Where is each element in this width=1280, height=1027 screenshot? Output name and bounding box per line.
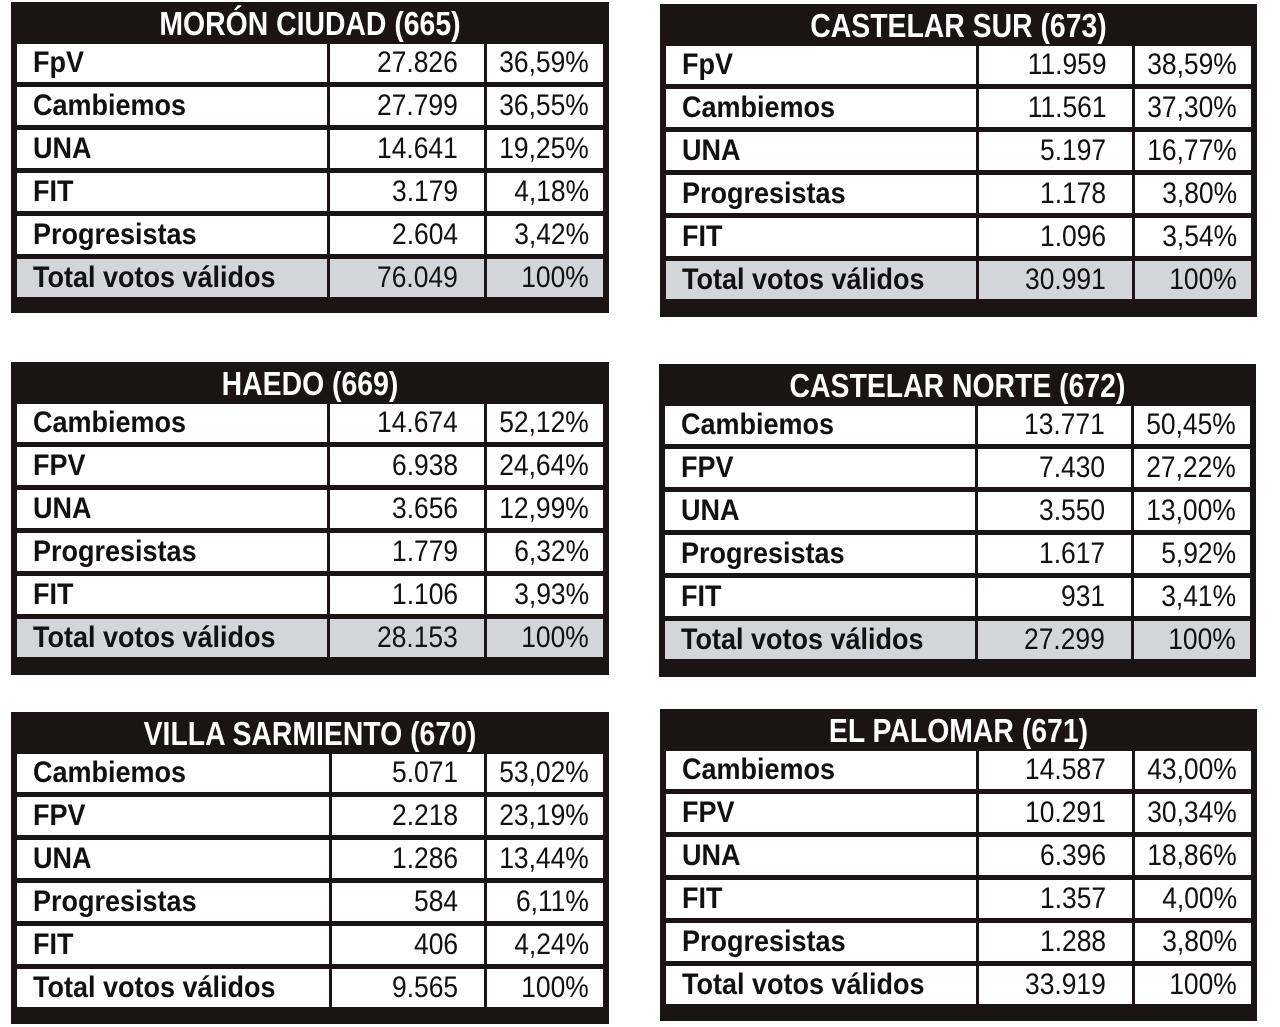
total-percent: 100% [521,971,589,1004]
table-row [666,218,1251,261]
vote-percent: 4,24% [514,928,589,961]
panel-title: VILLA SARMIENTO (670) [143,715,477,752]
total-label: Total votos válidos [682,263,925,296]
table-row [17,130,603,173]
party-name: Cambiemos [33,756,187,789]
vote-count: 1.106 [392,578,459,611]
total-percent: 100% [1169,968,1237,1001]
table-row [666,175,1251,218]
vote-count: 2.218 [392,799,459,832]
party-name: Cambiemos [33,89,187,122]
vote-percent: 3,41% [1161,580,1236,613]
vote-percent: 6,11% [516,885,589,918]
table-row [666,46,1251,89]
vote-count: 1.096 [1040,220,1107,253]
vote-count: 5.197 [1040,134,1107,167]
results-table [666,46,1251,299]
vote-percent: 5,92% [1161,537,1236,570]
party-name: Cambiemos [682,753,836,786]
vote-count: 1.178 [1040,177,1107,210]
vote-percent: 6,32% [514,535,589,568]
vote-count: 6.396 [1040,839,1107,872]
table-row [666,794,1251,837]
party-name: FIT [33,578,74,611]
vote-percent: 36,55% [499,89,589,122]
table-row [665,578,1250,621]
party-name: FIT [33,928,74,961]
results-table [17,44,603,297]
party-name: FpV [682,48,734,81]
table-row [17,754,603,797]
vote-count: 11.561 [1027,91,1107,124]
vote-percent: 23,19% [499,799,589,832]
total-row [17,619,603,657]
vote-percent: 3,93% [514,578,589,611]
table-row [17,44,603,87]
results-panel-castelar-sur [660,4,1257,317]
vote-percent: 4,00% [1162,882,1237,915]
total-label: Total votos válidos [33,621,276,654]
results-panel-el-palomar [660,709,1257,1021]
total-votes: 76.049 [377,261,459,294]
vote-percent: 19,25% [499,132,589,165]
table-row [17,797,603,840]
party-name: Cambiemos [681,408,835,441]
vote-percent: 52,12% [499,406,589,439]
vote-percent: 3,80% [1162,925,1237,958]
panel-title: CASTELAR SUR (673) [810,7,1107,44]
vote-count: 1.286 [392,842,459,875]
vote-percent: 13,44% [499,842,589,875]
table-row [666,923,1251,966]
vote-count: 11.959 [1027,48,1107,81]
vote-count: 1.779 [392,535,459,568]
table-row [665,406,1250,449]
vote-count: 7.430 [1039,451,1106,484]
total-votes: 30.991 [1025,263,1107,296]
vote-count: 13.771 [1024,408,1106,441]
results-panel-villa-sarmiento [11,712,609,1024]
party-name: Progresistas [33,535,197,568]
total-label: Total votos válidos [681,623,924,656]
vote-count: 5.071 [392,756,459,789]
vote-percent: 4,18% [514,175,589,208]
total-row [666,966,1251,1004]
total-label: Total votos válidos [33,261,276,294]
table-row [17,173,603,216]
table-row [666,89,1251,132]
vote-count: 6.938 [392,449,459,482]
vote-percent: 36,59% [499,46,589,79]
total-percent: 100% [1168,623,1236,656]
vote-count: 931 [1061,580,1106,613]
party-name: Progresistas [681,537,845,570]
party-name: UNA [33,132,92,165]
party-name: UNA [33,492,92,525]
total-label: Total votos válidos [682,968,925,1001]
vote-percent: 13,00% [1146,494,1236,527]
vote-count: 27.799 [377,89,459,122]
table-row [17,447,603,490]
total-label: Total votos válidos [33,971,276,1004]
vote-percent: 16,77% [1147,134,1237,167]
party-name: FpV [33,46,85,79]
panel-title: EL PALOMAR (671) [828,712,1089,749]
party-name: FIT [682,882,723,915]
table-row [17,404,603,447]
table-row [17,840,603,883]
vote-percent: 24,64% [499,449,589,482]
total-votes: 33.919 [1025,968,1107,1001]
party-name: UNA [682,134,741,167]
total-percent: 100% [521,621,589,654]
results-table [17,754,603,1007]
vote-percent: 3,54% [1162,220,1237,253]
vote-percent: 18,86% [1147,839,1237,872]
party-name: Progresistas [682,177,846,210]
vote-count: 584 [414,885,459,918]
vote-percent: 38,59% [1147,48,1237,81]
vote-percent: 27,22% [1146,451,1236,484]
total-votes: 27.299 [1024,623,1106,656]
total-votes: 9.565 [392,971,459,1004]
party-name: Progresistas [33,218,197,251]
vote-count: 1.288 [1040,925,1107,958]
panel-title: MORÓN CIUDAD (665) [159,5,461,42]
vote-percent: 3,42% [514,218,589,251]
total-percent: 100% [521,261,589,294]
total-row [17,969,603,1007]
results-panel-castelar-norte [659,364,1256,677]
results-table [666,751,1251,1004]
table-row [666,132,1251,175]
party-name: UNA [681,494,740,527]
table-row [17,883,603,926]
vote-percent: 37,30% [1147,91,1237,124]
party-name: Progresistas [33,885,197,918]
vote-percent: 12,99% [499,492,589,525]
vote-count: 14.674 [377,406,459,439]
party-name: FPV [33,449,86,482]
vote-count: 27.826 [377,46,459,79]
vote-count: 3.656 [392,492,459,525]
results-table [17,404,603,657]
party-name: FPV [33,799,86,832]
table-row [666,837,1251,880]
party-name: FPV [681,451,734,484]
party-name: FIT [681,580,722,613]
table-row [666,880,1251,923]
total-row [17,259,603,297]
vote-count: 1.617 [1039,537,1106,570]
party-name: UNA [682,839,741,872]
table-row [665,535,1250,578]
results-panel-moron-ciudad [11,2,609,313]
vote-count: 406 [414,928,459,961]
vote-count: 3.179 [392,175,459,208]
table-row [17,576,603,619]
vote-count: 14.641 [377,132,459,165]
party-name: FPV [682,796,735,829]
results-panel-haedo [11,362,609,675]
vote-percent: 50,45% [1146,408,1236,441]
vote-count: 10.291 [1025,796,1107,829]
party-name: Progresistas [682,925,846,958]
party-name: UNA [33,842,92,875]
total-row [666,261,1251,299]
total-votes: 28.153 [377,621,459,654]
vote-percent: 43,00% [1147,753,1237,786]
total-percent: 100% [1169,263,1237,296]
party-name: FIT [33,175,74,208]
table-row [17,216,603,259]
table-row [665,449,1250,492]
party-name: Cambiemos [682,91,836,124]
vote-count: 1.357 [1040,882,1107,915]
party-name: FIT [682,220,723,253]
table-row [17,926,603,969]
vote-percent: 30,34% [1147,796,1237,829]
total-row [665,621,1250,659]
vote-count: 14.587 [1025,753,1107,786]
vote-count: 2.604 [392,218,459,251]
results-table [665,406,1250,659]
table-row [17,490,603,533]
party-name: Cambiemos [33,406,187,439]
vote-percent: 3,80% [1162,177,1237,210]
vote-count: 3.550 [1039,494,1106,527]
table-row [665,492,1250,535]
vote-percent: 53,02% [499,756,589,789]
table-row [666,751,1251,794]
table-row [17,87,603,130]
panel-title: HAEDO (669) [221,365,399,402]
table-row [17,533,603,576]
panel-title: CASTELAR NORTE (672) [789,367,1126,404]
